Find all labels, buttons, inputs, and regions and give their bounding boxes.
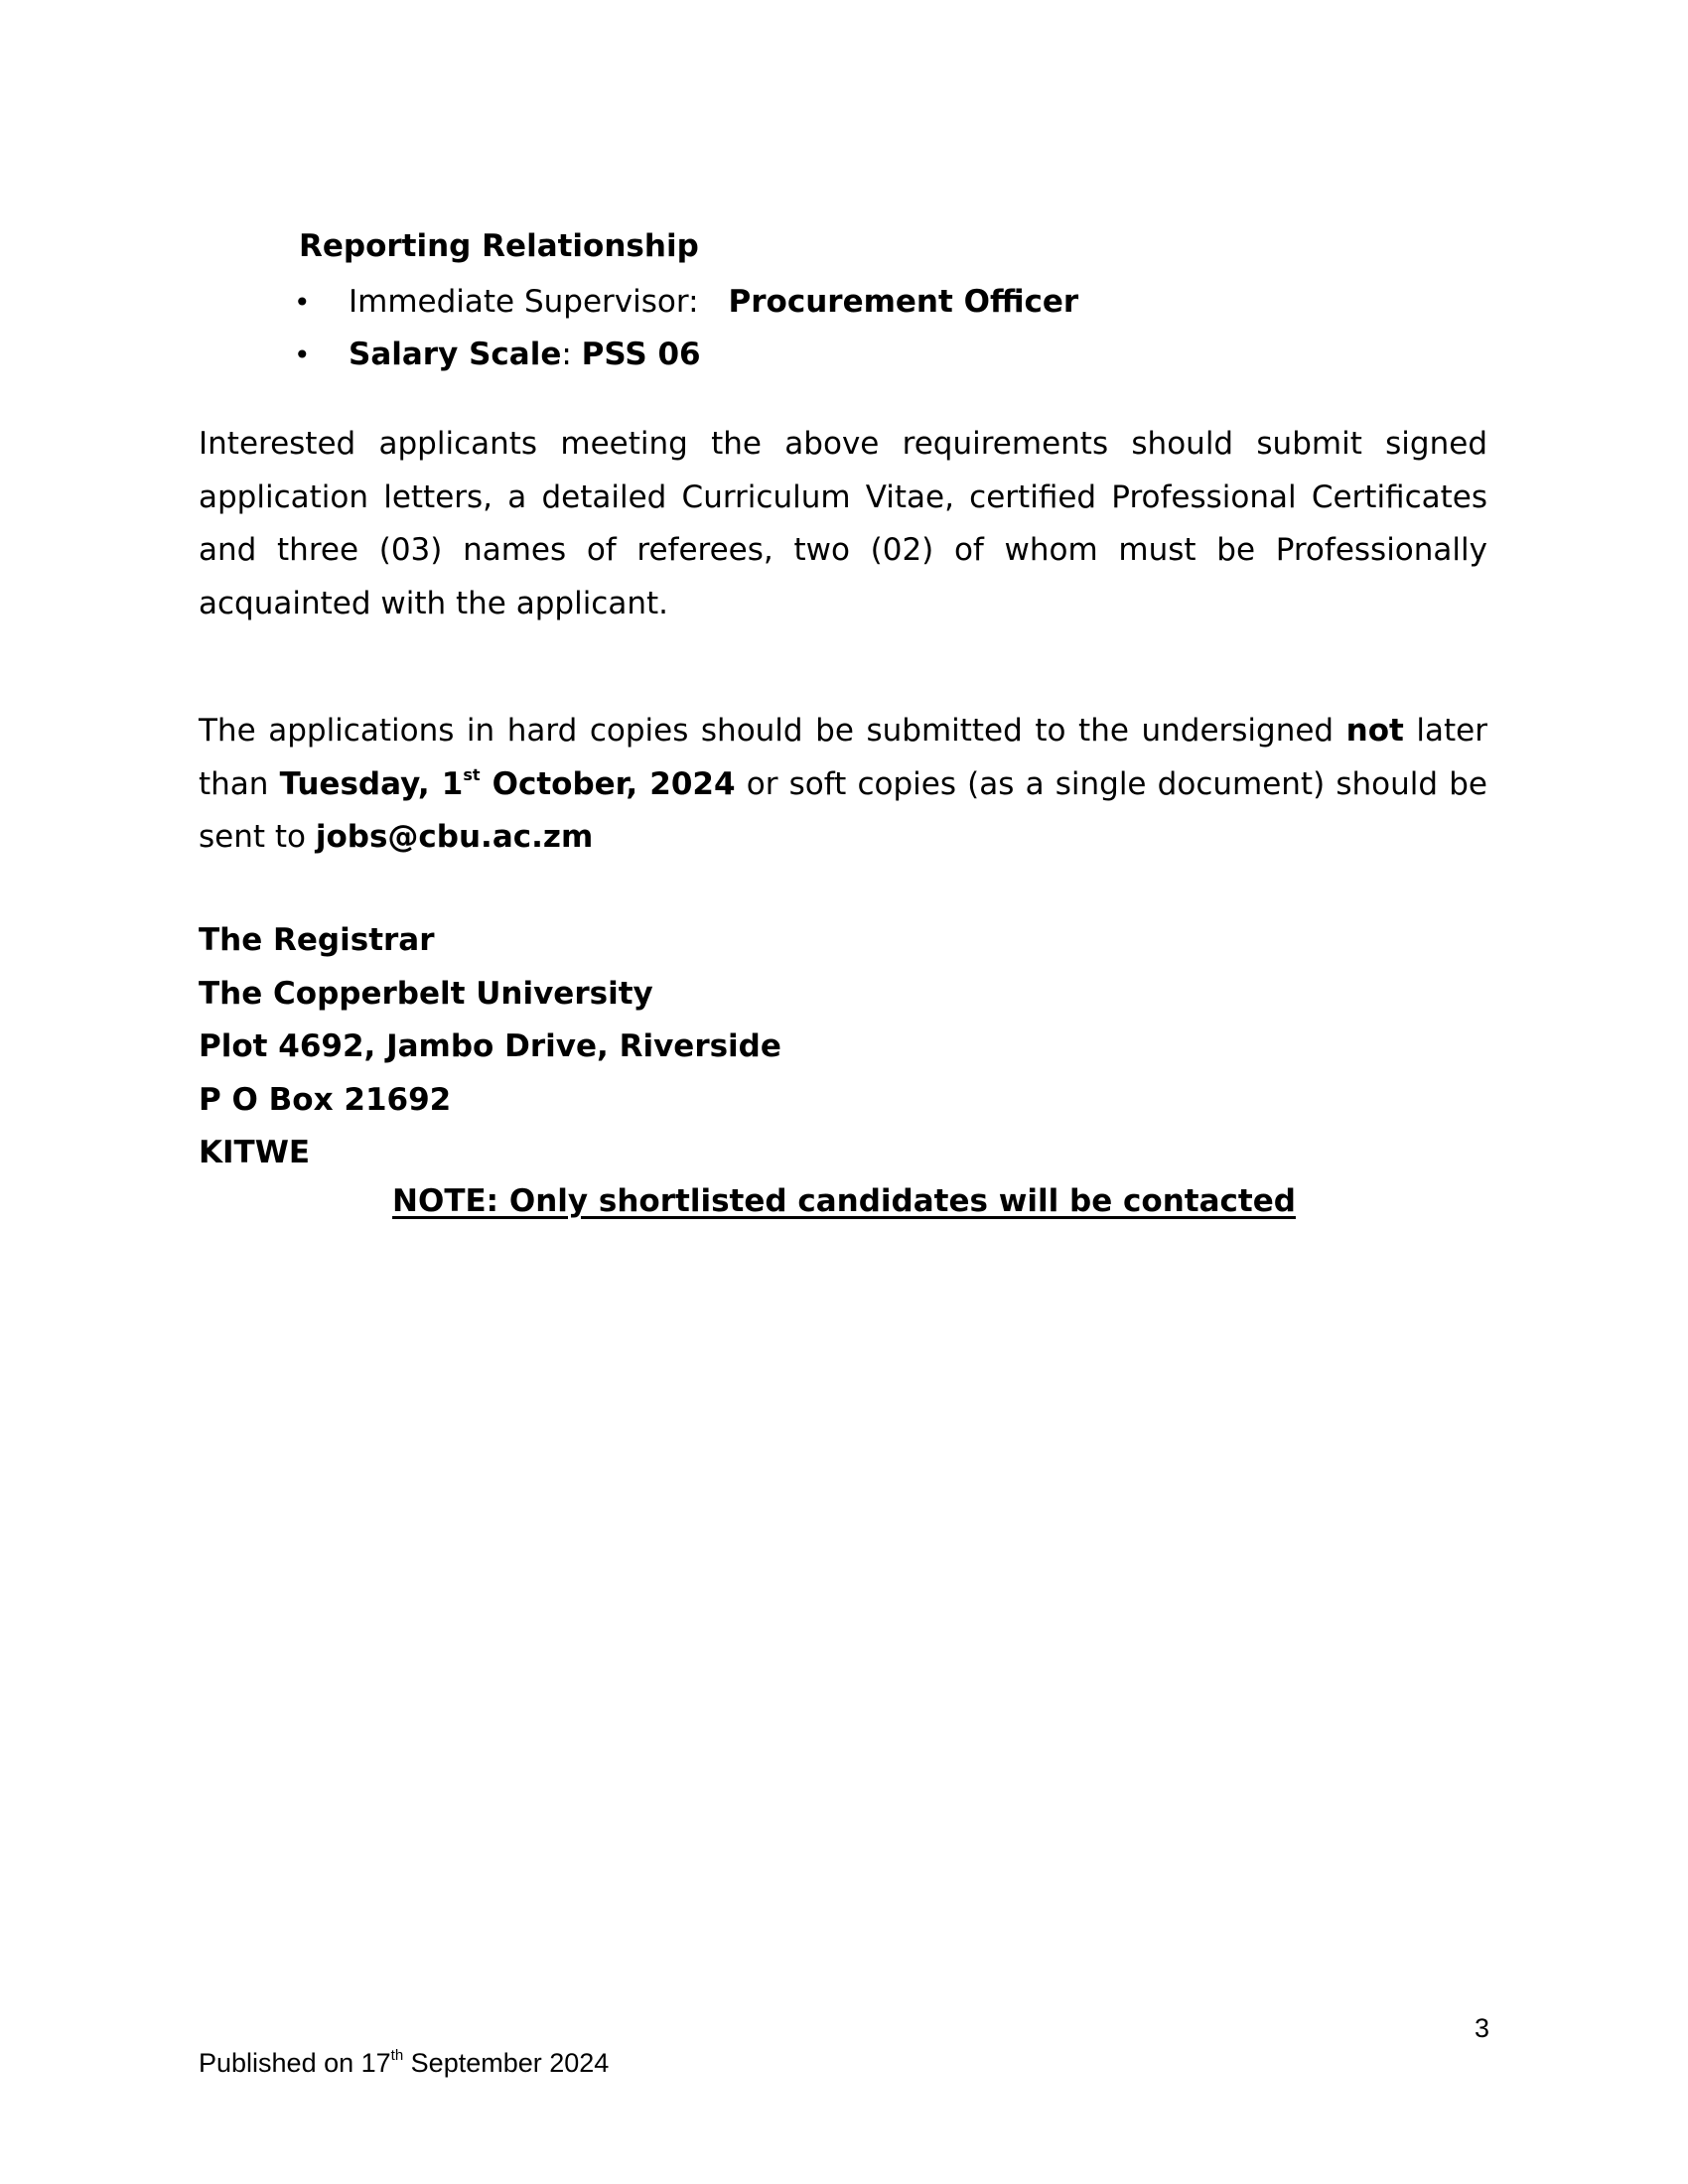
reporting-relationship-heading: Reporting Relationship — [299, 228, 699, 264]
submission-text-3: or soft copies (as a single document) should be sent to — [199, 765, 1487, 855]
published-suffix: September 2024 — [403, 2048, 610, 2078]
submission-email: jobs@cbu.ac.zm — [315, 819, 594, 855]
bullet-icon: • — [294, 339, 311, 371]
submission-text-2: later than — [199, 713, 1487, 802]
registrar-address — [199, 914, 781, 1180]
published-prefix: Published on 17 — [199, 2048, 391, 2078]
published-date — [199, 2045, 609, 2081]
reporting-list — [294, 276, 1078, 381]
submission-paragraph — [199, 705, 1487, 865]
salary-separator: : — [561, 337, 572, 372]
salary-label: Salary Scale — [349, 337, 562, 372]
salary-value: PSS 06 — [581, 337, 701, 372]
deadline-date — [280, 766, 736, 802]
requirements-paragraph: Interested applicants meeting the above requirements should submit signed application letters, a detailed Curriculum Vitae, certified Professional Certificates and three (03) names of referees, two (02) of whom must be Professionally acquainted with the applicant. — [199, 426, 1487, 621]
published-ordinal: th — [390, 2047, 404, 2064]
address-line: Plot 4692, Jambo Drive, Riverside — [199, 1028, 781, 1064]
deadline-day: Tuesday, 1 — [279, 765, 464, 802]
list-item-supervisor — [294, 276, 1078, 329]
address-line: The Copperbelt University — [199, 975, 653, 1012]
list-item-salary — [294, 329, 1078, 381]
bullet-icon: • — [294, 286, 311, 319]
supervisor-value: Procurement Officer — [728, 284, 1079, 320]
page-number: 3 — [1474, 2013, 1489, 2043]
deadline-ordinal: st — [463, 764, 481, 784]
shortlist-note: NOTE: Only shortlisted candidates will be contacted — [392, 1183, 1296, 1219]
supervisor-label: Immediate Supervisor: — [349, 284, 699, 320]
deadline-month-year: October, 2024 — [480, 765, 736, 802]
address-line: KITWE — [199, 1135, 311, 1170]
address-line: The Registrar — [199, 922, 435, 958]
submission-not: not — [1345, 713, 1404, 749]
address-line: P O Box 21692 — [199, 1081, 452, 1118]
submission-text-1: The applications in hard copies should be submitted to the undersigned — [199, 713, 1346, 749]
